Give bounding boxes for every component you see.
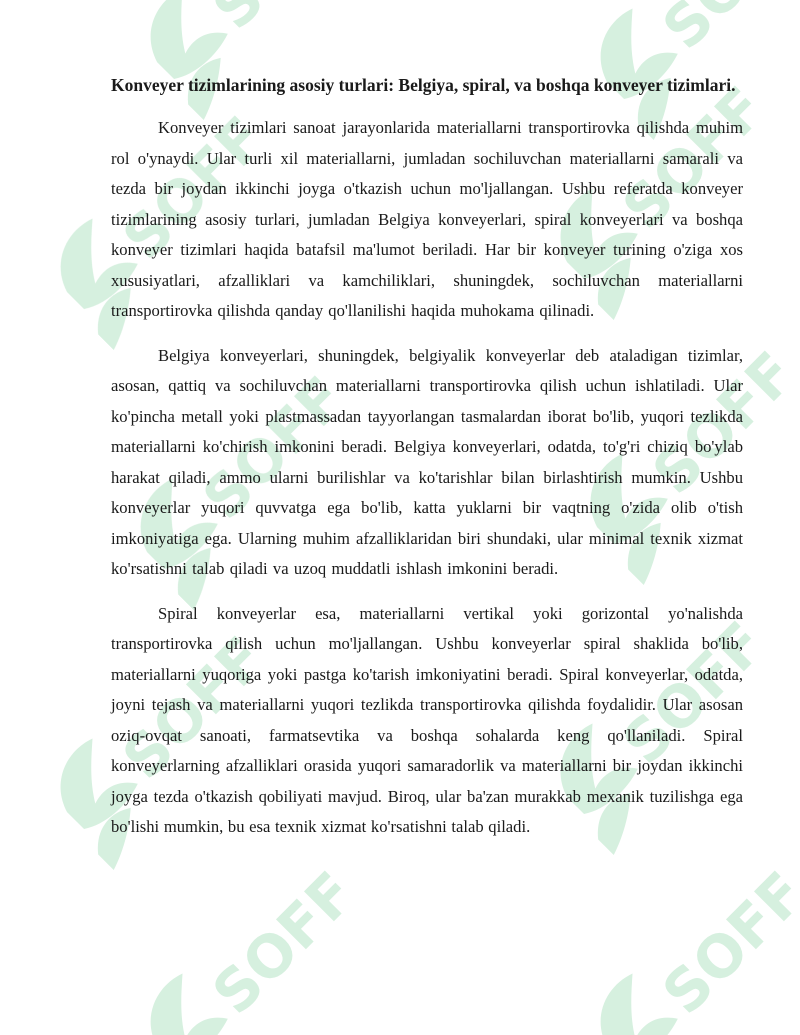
watermark-mark xyxy=(125,845,385,1035)
watermark: SOFF xyxy=(0,0,800,1035)
document-page xyxy=(111,70,743,857)
paragraph-belgiya: Belgiya konveyerlari, shuningdek, belgiyalik konveyerlar deb ataladigan tizimlar, asosan, qattiq va sochiluvchan materiallarni transportirovka qilish uchun ishlatiladi. Ular ko'pincha metall yoki plastmassadan tayyorlangan tasmalardan iborat bo'lib, yuqori tezlikda materiallarni ko'chirish imkonini beradi. Belgiya konveyerlari, odatda, to'g'ri chiziq bo'ylab harakat qiladi, ammo ularni burilishlar va ko'tarishlar bilan birlashtirish mumkin. Ushbu konveyerlar yuqori quvvatga ega bo'lib, katta yuklarni bir vaqtning o'zida olib o'tish imkoniyatiga ega. Ularning muhim afzalliklaridan biri shundaki, ular minimal texnik xizmat ko'rsatishni talab qiladi va uzoq muddatli ishlash imkonini beradi. xyxy=(111,345,743,578)
watermark-mark xyxy=(575,845,800,1035)
document-title: Konveyer tizimlarining asosiy turlari: Belgiya, spiral, va boshqa konveyer tizimlari. xyxy=(111,75,736,95)
paragraph-intro: Konveyer tizimlari sanoat jarayonlarida materiallarni transportirovka qilishda muhim rol o'ynaydi. Ular turli xil materiallarni, jumladan sochiluvchan materiallarni samarali va tezda bir joydan ikkinchi joyga o'tkazish uchun mo'ljallangan. Ushbu referatda konveyer tizimlarining asosiy turlari, jumladan Belgiya konveyerlari, spiral konveyerlari va boshqa konveyer tizimlari haqida batafsil ma'lumot beriladi. Har bir konveyer turining o'ziga xos xususiyatlari, afzalliklari va kamchiliklari, shuningdek, sochiluvchan materiallarni transportirovka qilishda qanday qo'llanilishi haqida muhokama qilinadi. xyxy=(111,118,743,320)
paragraph-spiral: Spiral konveyerlar esa, materiallarni vertikal yoki gorizontal yo'nalishda transportirovka qilish uchun mo'ljallangan. Ushbu konveyerlar spiral shaklida bo'lib, materiallarni yuqoriga yoki pastga ko'tarish imkoniyatini beradi. Spiral konveyerlar, odatda, joyni tejash va materiallarni yuqori tezlikda transportirovka qilishda foydalidir. Ular asosan oziq-ovqat sanoati, farmatsevtika va boshqa sohalarda keng qo'llaniladi. Spiral konveyerlarning afzalliklari orasida yuqori samaradorlik va materiallarni bir joydan ikkinchi joyga tezda o'tkazish qobiliyati mavjud. Biroq, ular ba'zan murakkab mexanik tuzilishga ega bo'lishi mumkin, bu esa texnik xizmat ko'rsatishni talab qiladi. xyxy=(111,603,743,836)
